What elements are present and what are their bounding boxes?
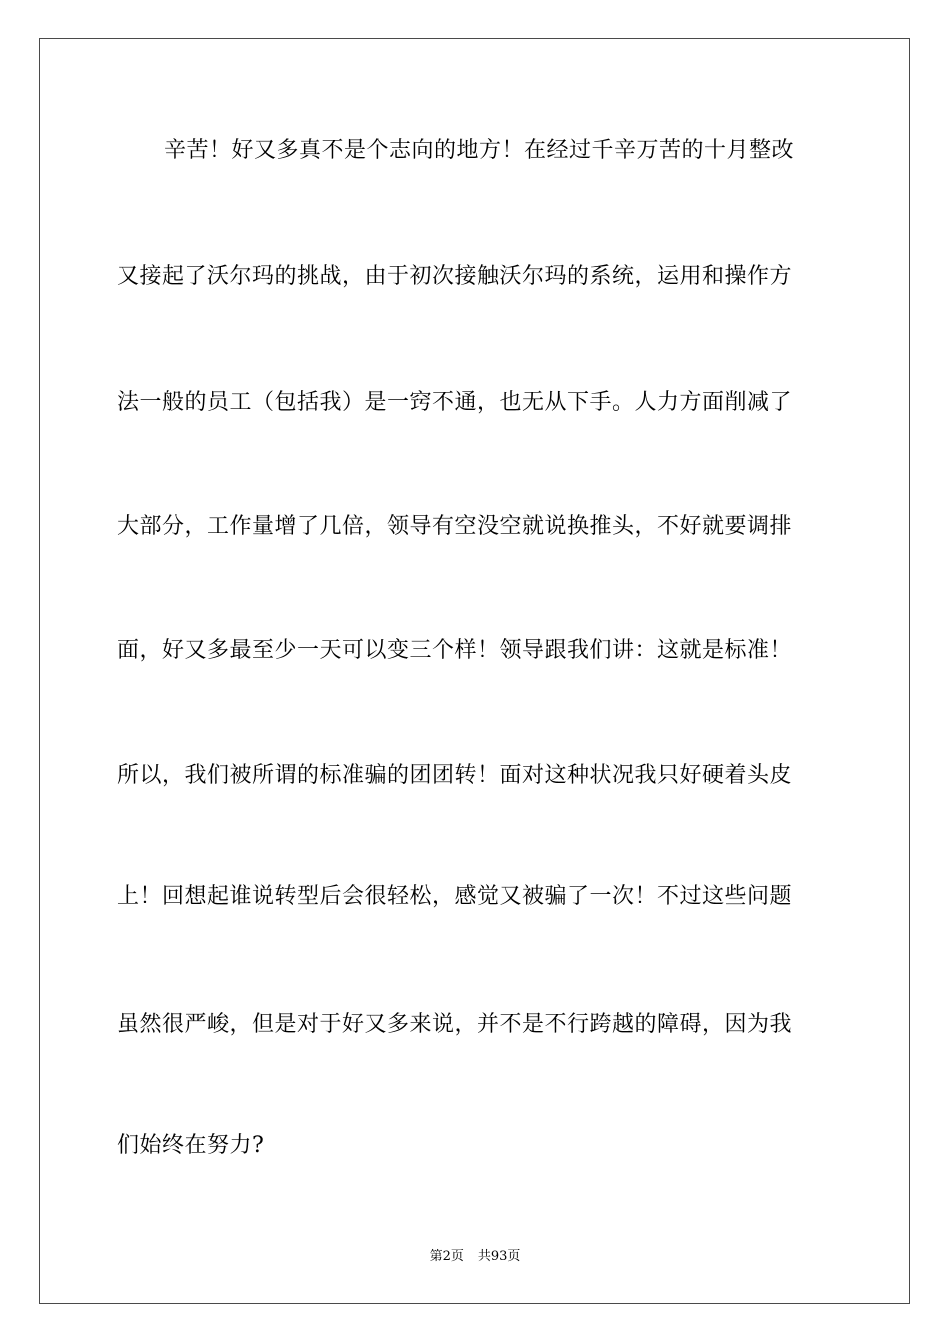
paragraph-line: 又接起了沃尔玛的挑战，由于初次接触沃尔玛的系统，运用和操作方 [117, 264, 793, 289]
paragraph-line: 虽然很严峻，但是对于好又多来说，并不是不行跨越的障碍，因为我 [117, 1012, 793, 1037]
paragraph-line: 辛苦！好又多真不是个志向的地方！在经过千辛万苦的十月整改 [164, 138, 795, 163]
paragraph-line: 大部分，工作量增了几倍，领导有空没空就说换推头，不好就要调排 [117, 514, 793, 539]
paragraph-line: 上！回想起谁说转型后会很轻松，感觉又被骗了一次！不过这些问题 [117, 884, 793, 909]
paragraph-line: 们始终在努力? [117, 1133, 265, 1158]
paragraph-line: 法一般的员工（包括我）是一窍不通，也无从下手。人力方面削减了 [117, 390, 793, 415]
paragraph-line: 所以，我们被所谓的标准骗的团团转！面对这种状况我只好硬着头皮 [117, 763, 793, 788]
page-total: 共93页 [477, 1249, 521, 1264]
page-border [39, 38, 910, 1304]
page-footer [0, 1248, 950, 1266]
page-number: 第2页 [429, 1249, 464, 1264]
paragraph-line: 面，好又多最至少一天可以变三个样！领导跟我们讲：这就是标准！ [117, 638, 793, 663]
